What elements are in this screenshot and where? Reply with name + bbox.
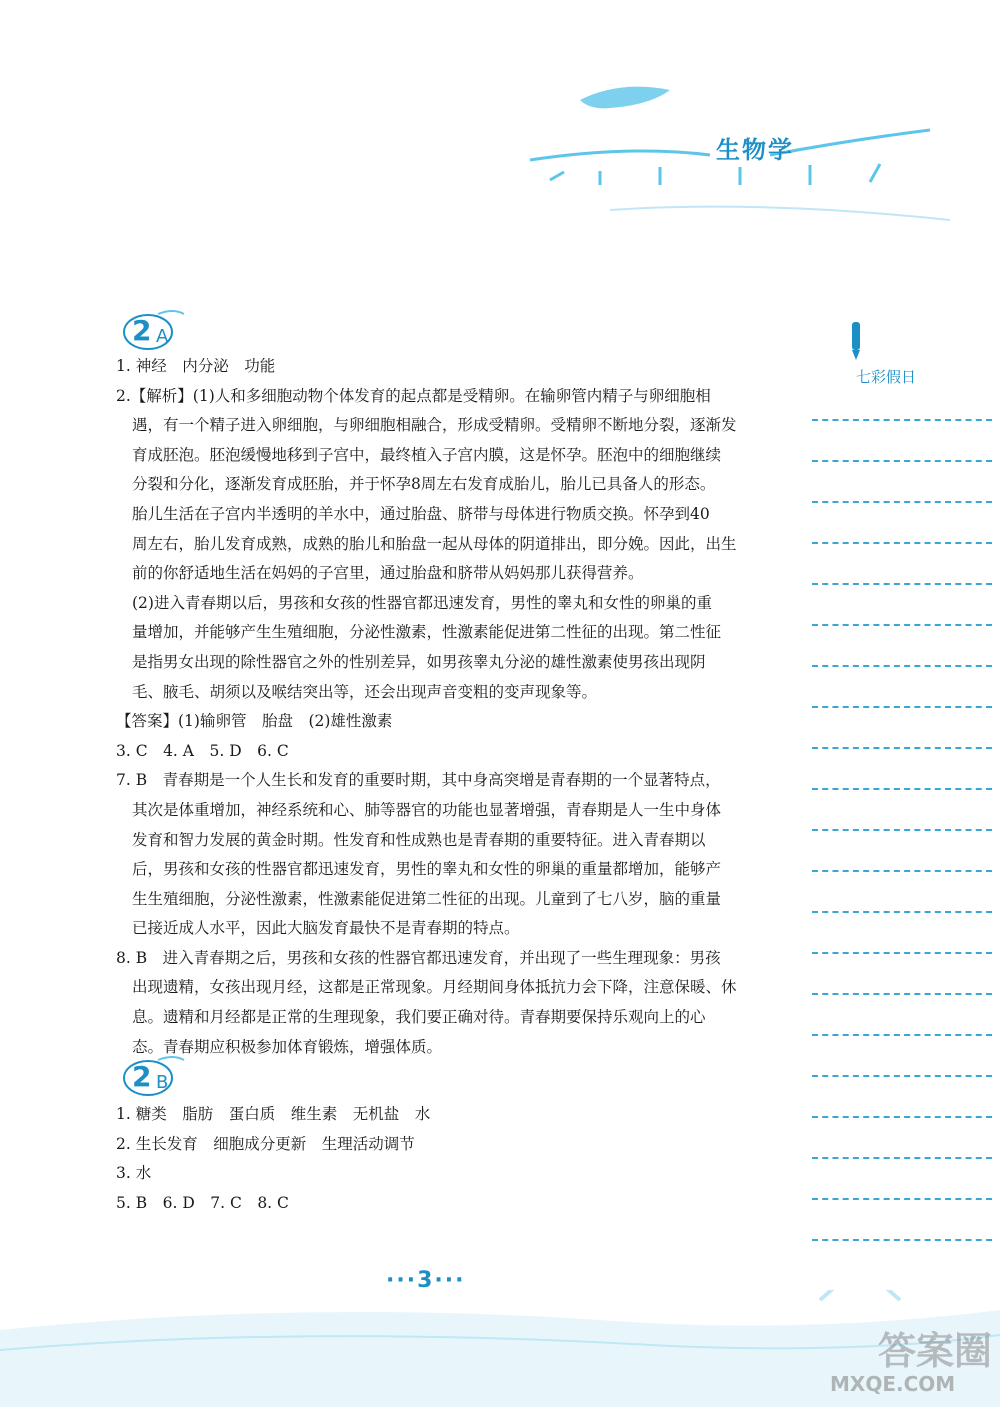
page-number: ···3···	[386, 1268, 466, 1293]
section-a-line: 育成胚泡。胚泡缓慢地移到子宫中，最终植入子宫内膜，这是怀孕。胚泡中的细胞继续	[132, 445, 722, 464]
section-a-content	[116, 352, 786, 1062]
section-b-letter: B	[156, 1072, 169, 1093]
section-a-line: 发育和智力发展的黄金时期。性发育和性成熟也是青春期的重要特征。进入青春期以	[132, 830, 706, 849]
subject-title: 生物学	[716, 136, 794, 164]
note-line	[812, 421, 992, 462]
section-a-badge	[118, 306, 188, 352]
section-a-line: 息。遗精和月经都是正常的生理现象，我们要正确对待。青春期要保持乐观向上的心	[132, 1008, 706, 1027]
note-line	[812, 1118, 992, 1159]
section-a-line: 7. B 青春期是一个人生长和发育的重要时期，其中身高突增是青春期的一个显著特点，	[116, 771, 721, 790]
note-line	[812, 749, 992, 790]
note-lines	[812, 380, 992, 1241]
section-a-line: 3. C 4. A 5. D 6. C	[116, 741, 289, 760]
section-b-line: 3. 水	[116, 1164, 152, 1183]
note-line	[812, 544, 992, 585]
section-a-line: 周左右，胎儿发育成熟，成熟的胎儿和胎盘一起从母体的阴道排出，即分娩。因此，出生	[132, 534, 737, 553]
section-a-line: 已接近成人水平，因此大脑发育最快不是青春期的特点。	[132, 919, 520, 938]
section-a-line: 胎儿生活在子宫内半透明的羊水中，通过胎盘、脐带与母体进行物质交换。怀孕到40	[132, 504, 710, 523]
note-line	[812, 913, 992, 954]
section-b-content	[116, 1100, 786, 1218]
section-a-line: 【答案】(1)输卵管 胎盘 (2)雄性激素	[116, 712, 393, 731]
note-line	[812, 831, 992, 872]
watermark-url: MXQE.COM	[830, 1372, 956, 1396]
note-line	[812, 626, 992, 667]
section-a-line: 1. 神经 内分泌 功能	[116, 357, 276, 375]
note-line	[812, 503, 992, 544]
section-a-letter: A	[156, 326, 169, 347]
watermark-text: 答案圈	[878, 1329, 993, 1373]
section-a-line: 其次是体重增加，神经系统和心、肺等器官的功能也显著增强，青春期是人一生中身体	[132, 800, 722, 819]
note-line	[812, 462, 992, 503]
note-line	[812, 954, 992, 995]
note-line	[812, 667, 992, 708]
section-a-line: (2)进入青春期以后，男孩和女孩的性器官都迅速发育，男性的睾丸和女性的卵巢的重	[132, 593, 712, 612]
note-line	[812, 708, 992, 749]
section-a-line: 量增加，并能够产生生殖细胞，分泌性激素，性激素能促进第二性征的出现。第二性征	[132, 623, 722, 642]
section-a-line: 后，男孩和女孩的性器官都迅速发育，男性的睾丸和女性的卵巢的重量都增加，能够产	[132, 860, 722, 879]
section-a-number: 2	[132, 314, 152, 347]
section-a-line: 分裂和分化，逐渐发育成胚胎，并于怀孕8周左右发育成胎儿，胎儿已具备人的形态。	[132, 475, 716, 494]
section-a-line: 生生殖细胞，分泌性激素，性激素能促进第二性征的出现。儿童到了七八岁，脑的重量	[132, 889, 722, 908]
note-line	[812, 872, 992, 913]
section-a-line: 2.【解析】(1)人和多细胞动物个体发育的起点都是受精卵。在输卵管内精子与卵细胞相	[116, 386, 711, 405]
section-b-line: 2. 生长发育 细胞成分更新 生理活动调节	[116, 1134, 415, 1153]
section-b-line: 5. B 6. D 7. C 8. C	[116, 1193, 289, 1212]
section-a-line: 是指男女出现的除性器官之外的性别差异，如男孩睾丸分泌的雄性激素使男孩出现阴	[132, 652, 706, 671]
note-line	[812, 790, 992, 831]
section-b-line: 1. 糖类 脂肪 蛋白质 维生素 无机盐 水	[116, 1105, 431, 1123]
note-line	[812, 1036, 992, 1077]
section-a-line: 出现遗精，女孩出现月经，这都是正常现象。月经期间身体抵抗力会下降，注意保暖、休	[132, 978, 737, 997]
sidebar-label: 七彩假日	[856, 368, 917, 386]
note-line	[812, 1077, 992, 1118]
note-line	[812, 585, 992, 626]
note-line	[812, 1200, 992, 1241]
note-line	[812, 995, 992, 1036]
section-a-line: 前的你舒适地生活在妈妈的子宫里，通过胎盘和脐带从妈妈那儿获得营养。	[132, 564, 644, 583]
section-b-number: 2	[132, 1060, 152, 1093]
note-line	[812, 1159, 992, 1200]
section-a-line: 毛、腋毛、胡须以及喉结突出等，还会出现声音变粗的变声现象等。	[132, 682, 598, 701]
section-a-line: 8. B 进入青春期之后，男孩和女孩的性器官都迅速发育，并出现了一些生理现象：男孩	[116, 948, 721, 967]
note-line	[812, 380, 992, 421]
section-a-line: 遇，有一个精子进入卵细胞，与卵细胞相融合，形成受精卵。受精卵不断地分裂，逐渐发	[132, 416, 737, 435]
section-b-badge	[118, 1052, 188, 1098]
section-a-line: 态。青春期应积极参加体育锻炼，增强体质。	[132, 1037, 443, 1056]
pen-icon	[848, 320, 864, 362]
